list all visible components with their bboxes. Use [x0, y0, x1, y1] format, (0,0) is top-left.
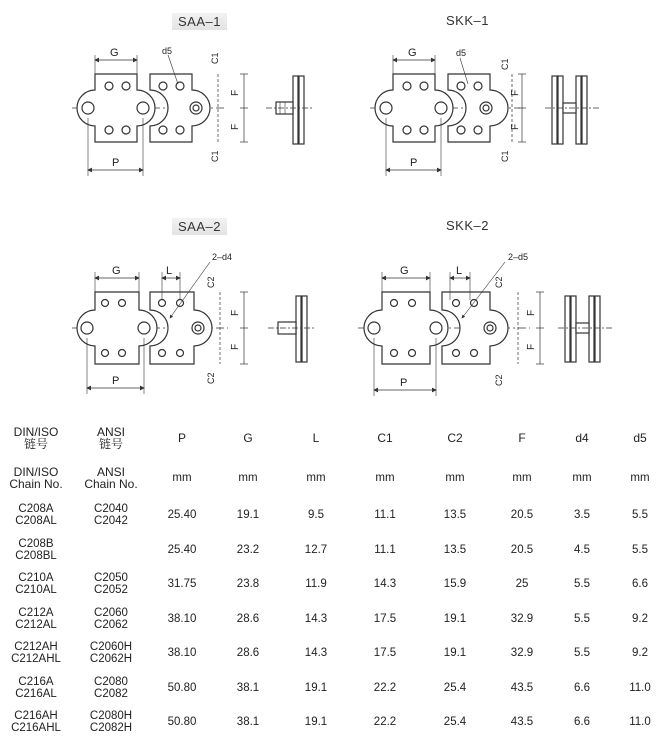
- table-cell: 5.5: [574, 578, 590, 591]
- col-header-g: G: [243, 431, 253, 445]
- table-cell: 11.1: [374, 543, 396, 556]
- table-cell: 43.5: [510, 681, 534, 694]
- table-cell: 11.9: [305, 578, 327, 591]
- table-cell: 11.1: [374, 509, 396, 522]
- table-cell: 5.5: [574, 647, 590, 660]
- table-cell: 3.5: [574, 509, 590, 522]
- chain-spec-table: [0, 418, 670, 740]
- table-cell: 32.9: [510, 647, 534, 660]
- skk2-title: SKK–2: [446, 218, 489, 233]
- saa1-label-c1-bot: C1: [210, 150, 220, 162]
- din-chain-no: C208B C208BL: [15, 537, 57, 562]
- table-cell: 19.1: [443, 612, 467, 625]
- unit-f: mm: [512, 472, 532, 484]
- table-cell: 9.5: [308, 509, 324, 522]
- table-cell: 17.5: [373, 647, 397, 660]
- table-cell: 22.2: [373, 681, 397, 694]
- table-cell: 11.0: [629, 681, 651, 694]
- table-cell: 15.9: [443, 578, 467, 591]
- table-cell: 13.5: [443, 509, 467, 522]
- skk2-label-c2-bot: C2: [494, 374, 504, 386]
- skk2-label-f1: F: [526, 309, 537, 316]
- skk1-title: SKK–1: [446, 13, 489, 28]
- saa2-label-d4: 2–d4: [212, 252, 233, 262]
- table-row: [0, 498, 670, 533]
- skk1-drawing: [370, 55, 600, 176]
- table-cell: 25.40: [167, 543, 197, 556]
- table-cell: 12.7: [304, 543, 328, 556]
- skk2-label-p: P: [400, 377, 408, 389]
- table-cell: 22.2: [373, 716, 397, 729]
- saa1-label-f1: F: [230, 89, 241, 96]
- table-cell: 25: [515, 578, 529, 591]
- table-cell: 9.2: [632, 647, 648, 660]
- skk1-label-c1-top: C1: [500, 58, 510, 70]
- table-cell: 19.1: [304, 716, 328, 729]
- table-cell: 9.2: [632, 612, 648, 625]
- col-header-c1: C1: [377, 431, 393, 445]
- ansi-chain-no: C2050 C2052: [94, 572, 128, 597]
- table-row: [0, 567, 670, 602]
- table-cell: 19.1: [236, 509, 260, 522]
- col-header-d4: d4: [575, 431, 589, 445]
- table-cell: 25.40: [167, 509, 197, 522]
- unit-g: mm: [238, 472, 258, 484]
- table-cell: 28.6: [236, 647, 260, 660]
- table-cell: 14.3: [373, 578, 397, 591]
- saa1-label-g: G: [110, 47, 119, 59]
- table-row: [0, 705, 670, 740]
- col-header-c2: C2: [447, 431, 463, 445]
- col-header-f: F: [518, 431, 526, 445]
- table-cell: 4.5: [574, 543, 590, 556]
- table-cell: 20.5: [510, 543, 534, 556]
- table-cell: 14.3: [304, 612, 328, 625]
- ansi-chain-no: C2040 C2042: [94, 503, 128, 528]
- table-cell: 17.5: [373, 612, 397, 625]
- din-chain-no: C210A C210AL: [15, 572, 57, 597]
- unit-p: mm: [172, 472, 192, 484]
- ansi-header-en: ANSI Chain No.: [84, 465, 138, 491]
- table-cell: 50.80: [167, 716, 197, 729]
- table-row: [0, 533, 670, 568]
- table-cell: 31.75: [167, 578, 197, 591]
- unit-c2: mm: [445, 472, 465, 484]
- saa2-title: SAA–2: [172, 218, 227, 235]
- table-cell: 43.5: [510, 716, 534, 729]
- table-row: [0, 636, 670, 671]
- saa1-label-c1-top: C1: [210, 52, 220, 64]
- din-chain-no: C212AH C212AHL: [11, 641, 61, 666]
- unit-c1: mm: [375, 472, 395, 484]
- saa2-label-g: G: [112, 265, 121, 277]
- din-chain-no: C216A C216AL: [15, 675, 57, 700]
- ansi-chain-no: C2080H C2082H: [89, 710, 133, 735]
- table-row: [0, 602, 670, 637]
- header-row-1: [0, 418, 670, 458]
- din-header-en: DIN/ISO Chain No.: [9, 465, 63, 491]
- saa1-title: SAA–1: [172, 13, 227, 30]
- skk2-label-l: L: [456, 265, 463, 277]
- table-cell: 20.5: [510, 509, 534, 522]
- unit-d5: mm: [630, 472, 650, 484]
- unit-l: mm: [306, 472, 326, 484]
- saa2-label-f2: F: [230, 343, 241, 350]
- skk1-label-f2: F: [510, 123, 521, 130]
- saa2-label-c2-bot: C2: [206, 372, 216, 384]
- table-cell: 11.0: [629, 716, 651, 729]
- ansi-chain-no: C2060 C2062: [94, 606, 128, 631]
- table-cell: 28.6: [236, 612, 260, 625]
- skk1-label-p: P: [410, 157, 418, 169]
- table-body: [0, 498, 670, 740]
- table-cell: 50.80: [167, 681, 197, 694]
- din-chain-no: C212A C212AL: [15, 606, 57, 631]
- table-cell: 38.10: [167, 612, 197, 625]
- col-header-d5: d5: [633, 431, 647, 445]
- saa1-label-d5: d5: [162, 46, 173, 56]
- saa1-drawing: [72, 55, 312, 176]
- table-cell: 19.1: [443, 647, 467, 660]
- din-chain-no: C208A C208AL: [15, 503, 57, 528]
- skk1-label-g: G: [408, 47, 417, 59]
- table-cell: 5.5: [632, 543, 648, 556]
- din-chain-no: C216AH C216AHL: [11, 710, 61, 735]
- col-header-l: L: [312, 431, 320, 445]
- table-cell: 25.4: [443, 716, 467, 729]
- saa2-drawing: [72, 262, 314, 394]
- col-header-p: P: [177, 431, 186, 445]
- saa2-label-l: L: [166, 265, 173, 277]
- table-cell: 5.5: [574, 612, 590, 625]
- table-cell: 23.2: [236, 543, 260, 556]
- saa2-label-f1: F: [230, 309, 241, 316]
- table-cell: 23.8: [236, 578, 260, 591]
- table-cell: 13.5: [443, 543, 467, 556]
- table-row: [0, 671, 670, 706]
- table-cell: 6.6: [632, 578, 648, 591]
- skk1-label-f1: F: [510, 89, 521, 96]
- skk1-label-c1-bot: C1: [500, 150, 510, 162]
- table-cell: 38.10: [167, 647, 197, 660]
- skk2-label-g: G: [400, 265, 409, 277]
- saa1-label-f2: F: [230, 123, 241, 130]
- table-cell: 6.6: [574, 681, 590, 694]
- skk2-label-f2: F: [526, 343, 537, 350]
- table-cell: 38.1: [236, 716, 260, 729]
- skk1-label-d5: d5: [456, 48, 467, 58]
- ansi-chain-no: C2080 C2082: [94, 675, 128, 700]
- table-cell: 32.9: [510, 612, 534, 625]
- unit-d4: mm: [572, 472, 592, 484]
- din-header-cn: DIN/ISO 链号: [13, 425, 59, 451]
- saa1-label-p: P: [112, 157, 120, 169]
- skk2-label-c2-top: C2: [494, 276, 504, 288]
- saa2-label-p: P: [112, 375, 120, 387]
- header-row-2: [0, 458, 670, 498]
- ansi-header-cn: ANSI 链号: [96, 425, 125, 451]
- ansi-chain-no: [72, 533, 150, 568]
- table-cell: 6.6: [574, 716, 590, 729]
- ansi-chain-no: C2060H C2062H: [89, 641, 133, 666]
- table-cell: 19.1: [304, 681, 328, 694]
- table-cell: 25.4: [443, 681, 467, 694]
- skk2-label-d4: 2–d5: [508, 252, 529, 262]
- skk2-drawing: [358, 262, 612, 396]
- table-cell: 14.3: [304, 647, 328, 660]
- table-cell: 38.1: [236, 681, 260, 694]
- table-cell: 5.5: [632, 509, 648, 522]
- saa2-label-c2-top: C2: [206, 276, 216, 288]
